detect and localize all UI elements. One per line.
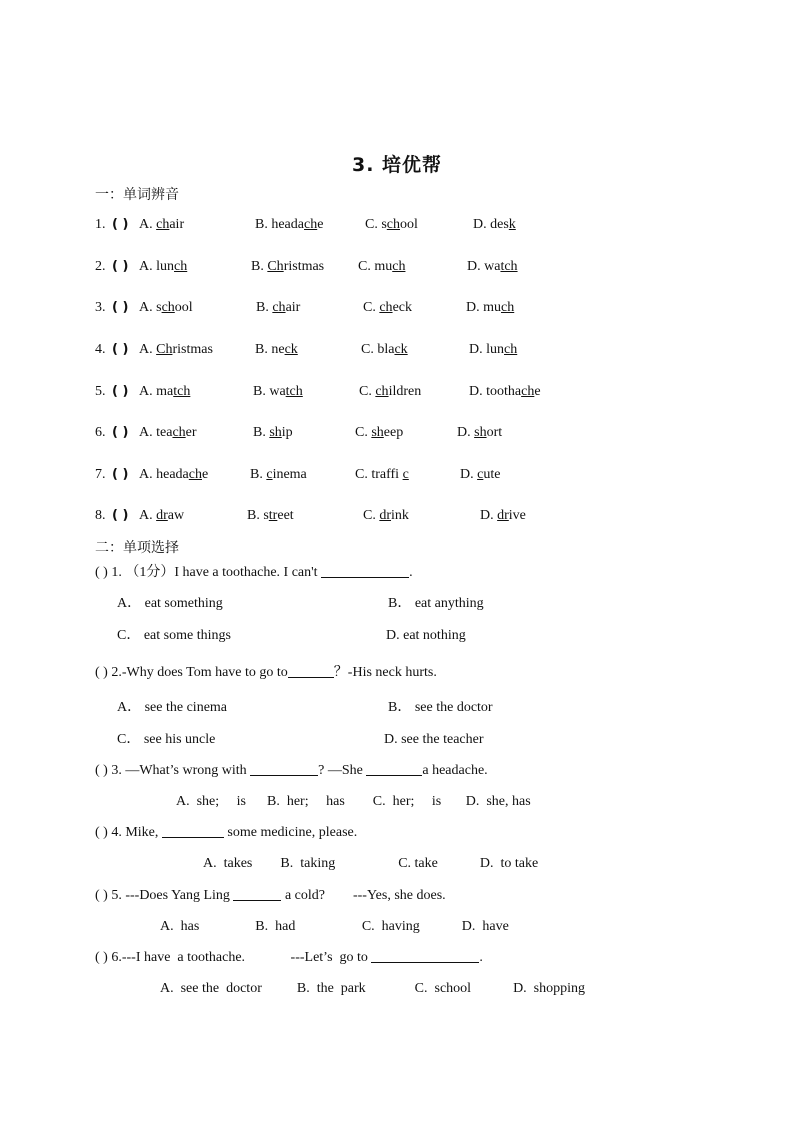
- question-5-options: A. has B. had C. having D. have: [160, 919, 509, 934]
- answer-paren[interactable]: ( ): [112, 300, 129, 315]
- page-title: 3. 培优帮: [351, 154, 443, 176]
- option-d: D. lunch: [469, 342, 518, 357]
- item-number: 3.: [95, 300, 106, 315]
- answer-blank[interactable]: [321, 563, 409, 578]
- option-b: B. watch: [253, 384, 303, 399]
- option-d: D. cute: [460, 467, 501, 482]
- question-6: ( ) 6.---I have a toothache. ---Let’s go to .: [95, 950, 483, 965]
- question-4: ( ) 4. Mike, some medicine, please.: [95, 825, 358, 840]
- option-b: B． see the doctor: [388, 700, 493, 715]
- option-b: B. cinema: [250, 467, 307, 482]
- question-6-options: A. see the doctor B. the park C. school D. shopping: [160, 981, 586, 996]
- section-heading-phonics: 一：单词辨音: [95, 187, 179, 203]
- question-stem: 2.-Why does Tom have to go to: [111, 665, 288, 680]
- item-number: 6.: [95, 425, 106, 440]
- question-3-options: A. she; is B. her; has C. her; is D. she, has: [176, 794, 531, 809]
- question-1: ( ) 1. （1分）I have a toothache. I can't .: [95, 565, 413, 580]
- option-a: A． see the cinema: [117, 700, 228, 715]
- answer-blank[interactable]: [371, 948, 479, 963]
- phonics-item: [95, 340, 615, 360]
- answer-blank[interactable]: [162, 823, 224, 838]
- answer-paren[interactable]: ( ): [112, 217, 129, 232]
- option-a: A. teacher: [139, 425, 197, 440]
- question-stem: 3. —What’s wrong with: [111, 763, 247, 778]
- question-3: ( ) 3. —What’s wrong with ? —She a headache.: [95, 763, 488, 778]
- option-d: D. watch: [467, 259, 518, 274]
- option-b: B. neck: [255, 342, 298, 357]
- question-stem: 1. （1分）I have a toothache. I can't: [111, 565, 318, 580]
- option-c: C． see his uncle: [117, 732, 216, 747]
- option-c: C. school: [365, 217, 418, 232]
- answer-paren[interactable]: ( ): [112, 508, 129, 523]
- option-a: A. match: [139, 384, 191, 399]
- option-d: D. see the teacher: [384, 732, 484, 747]
- question-stem: 6.---I have a toothache. ---Let’s go to: [111, 950, 368, 965]
- answer-paren[interactable]: ( ): [112, 342, 129, 357]
- option-b: B. ship: [253, 425, 293, 440]
- option-a: A. Christmas: [139, 342, 213, 357]
- item-number: 8.: [95, 508, 106, 523]
- answer-blank[interactable]: [288, 663, 334, 678]
- answer-paren[interactable]: ( ): [95, 950, 108, 965]
- option-c: C. much: [358, 259, 406, 274]
- option-d: D. toothache: [469, 384, 541, 399]
- answer-paren[interactable]: ( ): [95, 888, 108, 903]
- option-b: B. street: [247, 508, 294, 523]
- answer-blank[interactable]: [366, 761, 422, 776]
- item-number: 4.: [95, 342, 106, 357]
- phonics-item: [95, 257, 615, 277]
- option-a: A. school: [139, 300, 193, 315]
- phonics-item: [95, 506, 615, 526]
- option-c: C. black: [361, 342, 408, 357]
- option-b: B. chair: [256, 300, 301, 315]
- answer-paren[interactable]: ( ): [95, 763, 108, 778]
- question-4-options: A. takes B. taking C. take D. to take: [203, 856, 539, 871]
- question-stem: 4. Mike,: [111, 825, 159, 840]
- option-c: C. sheep: [355, 425, 404, 440]
- question-5: ( ) 5. ---Does Yang Ling a cold? ---Yes, she does.: [95, 888, 446, 903]
- phonics-item: [95, 465, 615, 485]
- item-number: 7.: [95, 467, 106, 482]
- item-number: 2.: [95, 259, 106, 274]
- option-b: B. Christmas: [251, 259, 325, 274]
- option-d: D. short: [457, 425, 503, 440]
- question-2: ( ) 2.-Why does Tom have to go to ？-His neck hurts.: [95, 665, 437, 680]
- answer-blank[interactable]: [233, 886, 281, 901]
- answer-paren[interactable]: ( ): [112, 467, 129, 482]
- option-a: A. chair: [139, 217, 185, 232]
- option-c: C． eat some things: [117, 628, 231, 643]
- option-b: B． eat anything: [388, 596, 484, 611]
- option-d: D. drive: [480, 508, 526, 523]
- phonics-item: [95, 298, 615, 318]
- item-number: 1.: [95, 217, 106, 232]
- answer-paren[interactable]: ( ): [95, 665, 108, 680]
- option-b: B. headache: [255, 217, 324, 232]
- question-stem: 5. ---Does Yang Ling: [111, 888, 230, 903]
- answer-blank[interactable]: [250, 761, 318, 776]
- option-d: D. desk: [473, 217, 516, 232]
- item-number: 5.: [95, 384, 106, 399]
- phonics-item: [95, 215, 615, 235]
- answer-paren[interactable]: ( ): [112, 259, 129, 274]
- option-c: C. check: [363, 300, 412, 315]
- option-a: A. headache: [139, 467, 209, 482]
- answer-paren[interactable]: ( ): [112, 425, 129, 440]
- option-a: A. draw: [139, 508, 185, 523]
- answer-paren[interactable]: ( ): [95, 825, 108, 840]
- option-c: C. drink: [363, 508, 409, 523]
- option-d: D. eat nothing: [386, 628, 466, 643]
- phonics-item: [95, 423, 615, 443]
- option-a: A． eat something: [117, 596, 223, 611]
- section-heading-choice: 二：单项选择: [95, 540, 179, 556]
- answer-paren[interactable]: ( ): [112, 384, 129, 399]
- option-d: D. much: [466, 300, 515, 315]
- answer-paren[interactable]: ( ): [95, 565, 108, 580]
- option-c: C. children: [359, 384, 422, 399]
- phonics-item: [95, 382, 615, 402]
- option-a: A. lunch: [139, 259, 188, 274]
- option-c: C. traffi c: [355, 467, 409, 482]
